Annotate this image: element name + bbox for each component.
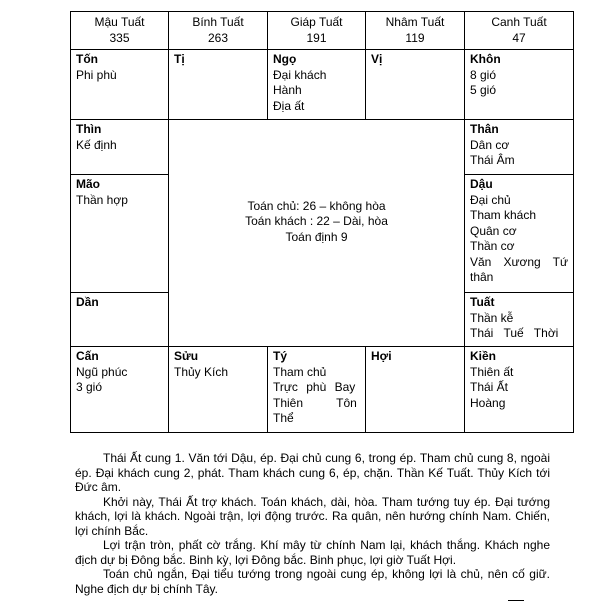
cell-line: Quân cơ <box>470 223 517 238</box>
center-line-toan-chu: Toán chủ: 26 – không hòa <box>247 198 386 213</box>
cell-title: Vị <box>371 52 383 66</box>
cell-line: Ngũ phúc <box>76 364 128 379</box>
paragraph: Toán chủ ngắn, Đại tiểu tướng trong ngoài cung ép, không lợi là chủ, nên cố giữ. Nghe địch dự bị chính Tây. <box>75 567 550 596</box>
cell-line: Địa ất <box>273 98 305 113</box>
header-cell-mau-tuat <box>71 12 169 50</box>
header-name: Canh Tuất <box>491 15 547 29</box>
cell-line: Phi phù <box>76 67 117 82</box>
header-value: 335 <box>109 30 130 45</box>
cell-title: Mão <box>76 177 100 191</box>
cell-line: Thiên ất <box>470 364 514 379</box>
cell-can <box>71 347 169 433</box>
center-line-toan-dinh: Toán định 9 <box>285 229 348 244</box>
cell-line: Thái Tuế Thời <box>470 326 559 340</box>
header-cell-giap-tuat <box>268 12 366 50</box>
cell-title: Dần <box>76 295 99 309</box>
cell-thin <box>71 120 169 175</box>
paragraph: Lợi trận tròn, phất cờ trắng. Khí mây từ chính Nam lại, khách thắng. Khách nghe địch dự bị Đông bắc. Binh kỳ, lợi Đông bắc. Binh phục, lợi giờ Tuất Hợi. <box>75 538 550 567</box>
cell-line: Trực phù Bay <box>273 380 356 394</box>
header-name: Giáp Tuất <box>290 15 343 29</box>
cell-hoi <box>366 347 465 433</box>
cell-title: Dậu <box>470 177 493 191</box>
cell-title: Ngọ <box>273 52 297 66</box>
paragraph: Thái Ất cung 1. Văn tới Dậu, ép. Đại chủ cung 6, trong ép. Tham chủ cung 8, ngoài ép. Đại khách cung 2, phát. Tham khách cung 6, ép, chặn. Thần Kế Tuất. Thủy Kích tới Đức âm. <box>75 451 550 494</box>
header-cell-nham-tuat <box>366 12 465 50</box>
cell-title: Thân <box>470 122 499 136</box>
cell-line: Thủy Kích <box>174 364 229 379</box>
cell-line: Tham khách <box>470 208 537 222</box>
cell-tuat <box>465 293 574 347</box>
divination-grid <box>70 11 574 433</box>
cell-ti <box>169 50 268 120</box>
cell-line: Dân cơ <box>470 137 510 152</box>
cell-than <box>465 120 574 175</box>
cell-line: Kế định <box>76 137 117 152</box>
cell-khon <box>465 50 574 120</box>
header-value: 47 <box>512 30 526 45</box>
header-cell-canh-tuat <box>465 12 574 50</box>
cell-title: Tốn <box>76 52 98 66</box>
cell-title: Sửu <box>174 349 199 363</box>
cell-line: Thần kễ <box>470 310 514 325</box>
cell-title: Cấn <box>76 349 99 363</box>
cell-line: Văn Xương Tứ thân <box>470 254 568 284</box>
cell-title: Khôn <box>470 52 501 66</box>
cell-title: Tý <box>273 349 288 363</box>
header-value: 119 <box>405 30 425 45</box>
commentary-text <box>75 451 550 596</box>
cell-line: Thiên Tôn <box>273 395 357 410</box>
cell-line: Thái Ất <box>470 380 509 394</box>
page-edge-mark <box>508 600 524 601</box>
cell-line: Hoàng <box>470 395 506 410</box>
cell-line: Thần cơ <box>470 239 515 253</box>
header-value: 191 <box>306 30 327 45</box>
paragraph: Khởi này, Thái Ất trợ khách. Toán khách, dài, hòa. Tham tướng tuy ép. Đại tướng khách, lợi là khách. Ngoài trận, lợi động trước. Ra quân, nên hướng chính Nam. Chiến, lợi chính Bắc. <box>75 494 550 538</box>
cell-dan <box>71 293 169 347</box>
cell-title: Hợi <box>371 349 392 363</box>
center-line-toan-khach: Toán khách : 22 – Dài, hòa <box>245 214 388 229</box>
cell-ngo <box>268 50 366 120</box>
cell-line: 8 gió <box>470 67 497 82</box>
cell-mao <box>71 175 169 293</box>
header-name: Nhâm Tuất <box>385 15 445 29</box>
cell-line: Thái Âm <box>470 153 515 167</box>
cell-title: Tuất <box>470 295 495 309</box>
top-row <box>71 50 574 120</box>
header-name: Bính Tuất <box>192 15 244 29</box>
cell-dau <box>465 175 574 293</box>
header-row <box>71 12 574 50</box>
cell-ty <box>268 347 366 433</box>
row-thin-than <box>71 120 574 175</box>
cell-line: Đại chủ <box>470 192 511 207</box>
header-name: Mậu Tuất <box>94 15 145 29</box>
cell-vi <box>366 50 465 120</box>
cell-title: Thìn <box>76 122 102 136</box>
cell-line: 3 gió <box>76 380 103 394</box>
cell-line: Hành <box>273 83 302 97</box>
cell-line: Đại khách <box>273 67 327 82</box>
cell-title: Kiền <box>470 349 497 363</box>
cell-line: 5 gió <box>470 83 497 97</box>
header-cell-binh-tuat <box>169 12 268 50</box>
cell-kien <box>465 347 574 433</box>
cell-suu <box>169 347 268 433</box>
cell-line: Tham chủ <box>273 364 327 379</box>
cell-line: Thần hợp <box>76 192 128 207</box>
cell-line: Thể <box>273 411 294 425</box>
cell-title: Tị <box>174 52 185 66</box>
bottom-row <box>71 347 574 433</box>
cell-ton <box>71 50 169 120</box>
header-value: 263 <box>207 30 229 45</box>
center-summary <box>169 120 465 347</box>
